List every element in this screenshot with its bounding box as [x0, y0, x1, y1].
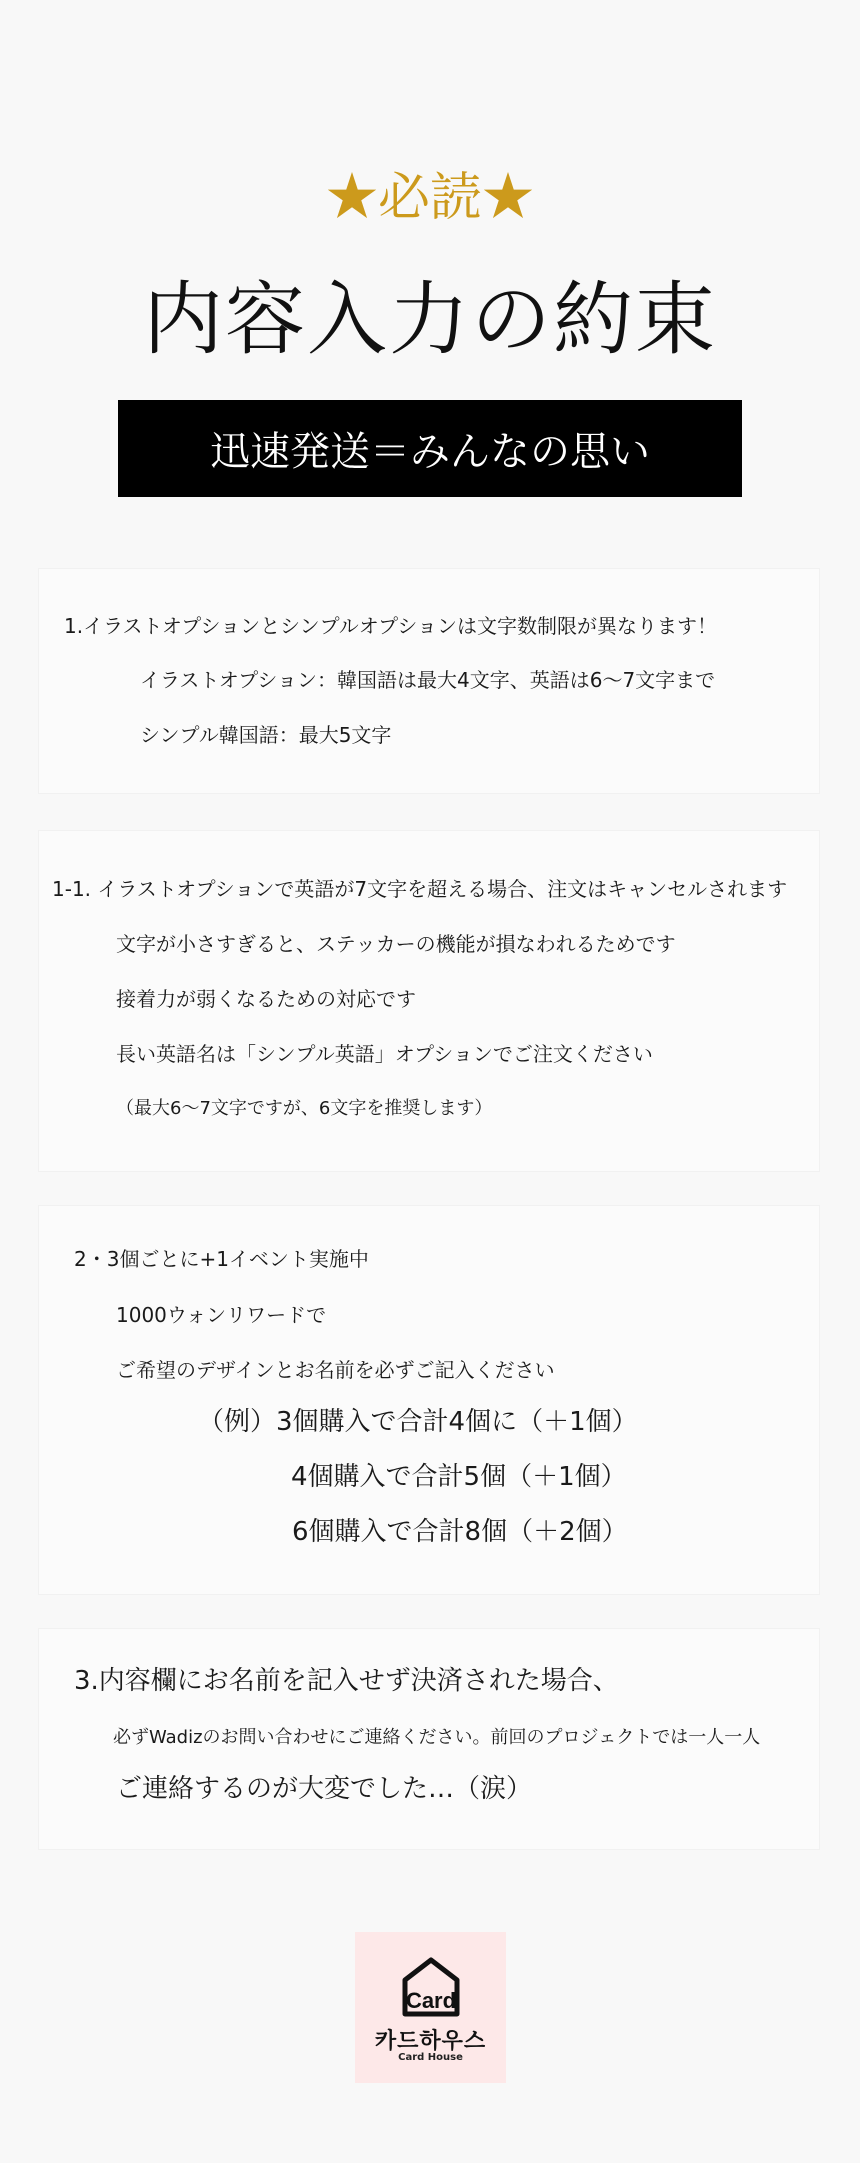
- house-icon: [395, 1950, 467, 2022]
- reason-adhesion: 接着力が弱くなるための対応です: [116, 987, 416, 1011]
- page-title: 内容入力の約束: [143, 273, 717, 366]
- logo-korean-name: 카드하우스: [374, 2029, 487, 2054]
- section-english-limit: [38, 830, 820, 1172]
- contact-instruction: 必ずWadizのお問い合わせにご連絡ください。前回のプロジェクトでは一人一人: [113, 1727, 761, 1748]
- section-heading: 1-1. イラストオプションで英語が7文字を超える場合、注文はキャンセルされます: [52, 877, 788, 901]
- subtitle-banner-text: 迅速発送＝みんなの思い: [210, 429, 650, 475]
- card-house-logo: [355, 1932, 506, 2083]
- simple-english-advice: 長い英語名は「シンプル英語」オプションでご注文ください: [116, 1042, 653, 1066]
- example-line-1: （例）3個購入で合計4個に（＋1個）: [198, 1407, 638, 1437]
- subtitle-banner: [118, 400, 742, 497]
- illustration-option-rule: イラストオプション：韓国語は最大4文字、英語は6〜7文字まで: [140, 668, 716, 692]
- section-character-limits: [38, 568, 820, 794]
- example-line-2: 4個購入で合計5個（＋1個）: [291, 1462, 627, 1492]
- logo-english-name: Card House: [398, 2052, 463, 2063]
- section-event: [38, 1205, 820, 1595]
- apology-text: ご連絡するのが大変でした…（涙）: [116, 1774, 533, 1804]
- section-heading: 2・3個ごとに+1イベント実施中: [74, 1247, 369, 1271]
- must-read-label: ★必読★: [325, 168, 534, 228]
- reward-text: 1000ウォンリワードで: [116, 1303, 327, 1327]
- section-heading: 1.イラストオプションとシンプルオプションは文字数制限が異なります！: [64, 614, 717, 638]
- design-name-instruction: ご希望のデザインとお名前を必ずご記入ください: [116, 1358, 555, 1382]
- section-heading: 3.内容欄にお名前を記入せず決済された場合、: [74, 1666, 619, 1696]
- section-missing-name: [38, 1628, 820, 1850]
- simple-korean-rule: シンプル韓国語：最大5文字: [140, 723, 392, 747]
- recommendation-note: （最大6〜7文字ですが、6文字を推奨します）: [116, 1098, 493, 1119]
- example-line-3: 6個購入で合計8個（＋2個）: [292, 1517, 628, 1547]
- reason-text-small: 文字が小さすぎると、ステッカーの機能が損なわれるためです: [116, 932, 676, 956]
- logo-mark-text: Card: [405, 1988, 457, 2013]
